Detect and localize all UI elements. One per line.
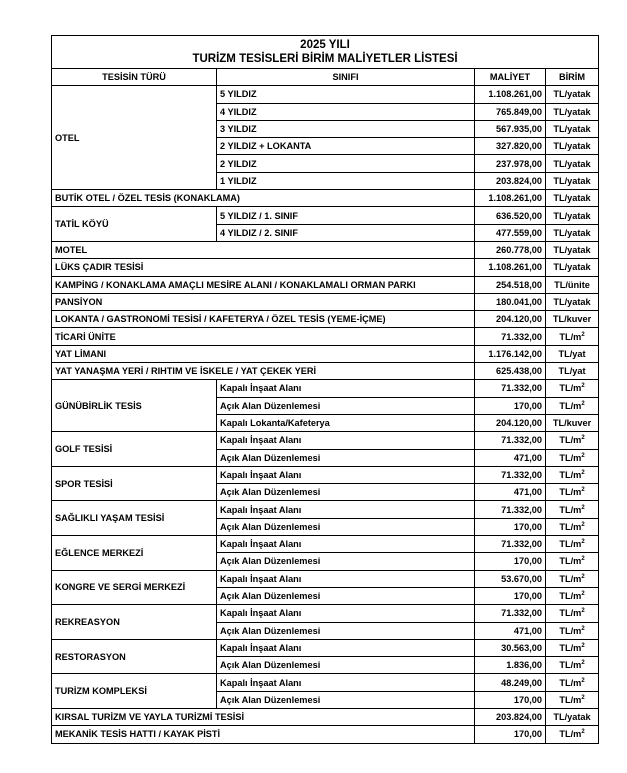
unit-text: TL/kuver [552,314,592,325]
unit-superscript: 2 [581,660,585,667]
cell-type: TİCARİ ÜNİTE [52,328,475,345]
unit-superscript: 2 [581,435,585,442]
cell-class: Kapalı İnşaat Alanı [217,570,475,587]
cell-unit [546,484,599,501]
cell-unit [546,311,599,328]
cell-cost: 636.520,00 [475,207,546,224]
cell-unit [546,328,599,345]
cell-unit [546,518,599,535]
unit-superscript: 2 [581,383,585,390]
cell-unit [546,605,599,622]
table-row [52,311,599,328]
cell-cost: 477.559,00 [475,224,546,241]
cell-class: Açık Alan Düzenlemesi [217,622,475,639]
cell-cost: 71.332,00 [475,501,546,518]
unit-text: TL/yatak [553,227,591,238]
unit-text: TL/m [559,608,582,619]
unit-text: TL/m [559,331,582,342]
cell-cost: 471,00 [475,622,546,639]
cell-unit [546,363,599,380]
unit-superscript: 2 [581,539,585,546]
unit-text: TL/m [559,591,582,602]
cell-class: 1 YILDIZ [217,172,475,189]
unit-superscript: 2 [581,677,585,684]
cell-cost: 203.824,00 [475,708,546,725]
cell-unit [546,691,599,708]
unit-text: TL/yatak [553,106,591,117]
unit-text: TL/m [559,694,582,705]
cell-unit [546,674,599,691]
cell-unit [546,536,599,553]
unit-text: TL/yatak [553,193,591,204]
cell-type: KAMPİNG / KONAKLAMA AMAÇLI MESİRE ALANI / KONAKLAMALI ORMAN PARKI [52,276,475,293]
cell-type: KIRSAL TURİZM VE YAYLA TURİZMİ TESİSİ [52,708,475,725]
cell-cost: 1.108.261,00 [475,190,546,207]
cell-cost: 71.332,00 [475,380,546,397]
cell-class: 4 YILDIZ [217,103,475,120]
cell-cost: 71.332,00 [475,328,546,345]
unit-text: TL/yatak [553,210,591,221]
table-row [52,380,599,397]
cell-unit [546,276,599,293]
unit-text: TL/m [559,660,582,671]
cell-cost: 170,00 [475,587,546,604]
cell-class: Açık Alan Düzenlemesi [217,553,475,570]
cell-unit [546,120,599,137]
cell-cost: 170,00 [475,691,546,708]
unit-superscript: 2 [581,729,585,736]
table-row [52,207,599,224]
unit-text: TL/m [559,400,582,411]
cell-cost: 260.778,00 [475,241,546,258]
cell-cost: 71.332,00 [475,466,546,483]
cell-type: RESTORASYON [52,639,217,674]
unit-text: TL/m [559,469,582,480]
cell-class: 2 YILDIZ [217,155,475,172]
unit-superscript: 2 [581,556,585,563]
cell-type: TATİL KÖYÜ [52,207,217,242]
cell-type: TURİZM KOMPLEKSİ [52,674,217,709]
unit-superscript: 2 [581,452,585,459]
cell-class: 3 YILDIZ [217,120,475,137]
cell-unit [546,449,599,466]
table-row [52,605,599,622]
cell-cost: 1.836,00 [475,657,546,674]
cell-cost: 170,00 [475,397,546,414]
cell-type: SAĞLIKLI YAŞAM TESİSİ [52,501,217,536]
cell-type: YAT LİMANI [52,345,475,362]
cell-type: YAT YANAŞMA YERİ / RIHTIM VE İSKELE / YAT ÇEKEK YERİ [52,363,475,380]
cell-unit [546,708,599,725]
cell-unit [546,103,599,120]
unit-text: TL/yatak [553,712,591,723]
unit-text: TL/yat [558,348,586,359]
table-title [52,36,599,69]
unit-text: TL/yatak [553,158,591,169]
unit-superscript: 2 [581,625,585,632]
cell-class: Açık Alan Düzenlemesi [217,449,475,466]
cell-class: Açık Alan Düzenlemesi [217,518,475,535]
cell-class: Kapalı İnşaat Alanı [217,536,475,553]
cell-type: MEKANİK TESİS HATTI / KAYAK PİSTİ [52,726,475,743]
cell-unit [546,380,599,397]
cell-class: Açık Alan Düzenlemesi [217,397,475,414]
table-row [52,363,599,380]
cell-cost: 471,00 [475,484,546,501]
table-row [52,466,599,483]
cell-type: PANSİYON [52,293,475,310]
cell-type: KONGRE VE SERGİ MERKEZİ [52,570,217,605]
cell-type: OTEL [52,86,217,190]
cell-type: BUTİK OTEL / ÖZEL TESİS (KONAKLAMA) [52,190,475,207]
cell-type: LOKANTA / GASTRONOMİ TESİSİ / KAFETERYA / ÖZEL TESİS (YEME-İÇME) [52,311,475,328]
cell-unit [546,224,599,241]
cell-type: LÜKS ÇADIR TESİSİ [52,259,475,276]
unit-text: TL/m [559,556,582,567]
cell-class: Kapalı İnşaat Alanı [217,605,475,622]
cell-class: Kapalı İnşaat Alanı [217,380,475,397]
cell-cost: 71.332,00 [475,536,546,553]
header-class: SINIFI [217,69,475,86]
cell-type: GÜNÜBİRLİK TESİS [52,380,217,432]
unit-text: TL/ünite [554,279,590,290]
table-row [52,190,599,207]
unit-text: TL/m [559,573,582,584]
cell-unit [546,293,599,310]
unit-superscript: 2 [581,694,585,701]
cell-unit [546,86,599,103]
cell-type: GOLF TESİSİ [52,432,217,467]
unit-text: TL/m [559,452,582,463]
unit-text: TL/m [559,504,582,515]
unit-superscript: 2 [581,521,585,528]
cell-unit [546,241,599,258]
unit-text: TL/yatak [553,262,591,273]
cell-unit [546,622,599,639]
cell-cost: 327.820,00 [475,138,546,155]
cell-class: Açık Alan Düzenlemesi [217,691,475,708]
cell-cost: 1.108.261,00 [475,86,546,103]
cell-class: Kapalı İnşaat Alanı [217,639,475,656]
cell-unit [546,587,599,604]
unit-text: TL/m [559,625,582,636]
unit-text: TL/m [559,487,582,498]
cell-class: Kapalı İnşaat Alanı [217,674,475,691]
cell-unit [546,432,599,449]
table-row [52,328,599,345]
cell-unit [546,553,599,570]
cell-class: 4 YILDIZ / 2. SINIF [217,224,475,241]
cell-cost: 203.824,00 [475,172,546,189]
header-unit: BİRİM [546,69,599,86]
cell-class: Kapalı İnşaat Alanı [217,466,475,483]
unit-text: TL/yat [558,366,586,377]
cell-cost: 471,00 [475,449,546,466]
title-line-1: 2025 YILI [300,39,350,51]
cell-cost: 1.108.261,00 [475,259,546,276]
cell-unit [546,570,599,587]
cell-cost: 180.041,00 [475,293,546,310]
cell-class: Kapalı İnşaat Alanı [217,501,475,518]
table-row [52,501,599,518]
unit-superscript: 2 [581,573,585,580]
unit-text: TL/m [559,729,582,740]
table-row [52,86,599,103]
cell-type: SPOR TESİSİ [52,466,217,501]
unit-text: TL/m [559,642,582,653]
cell-unit [546,726,599,743]
cell-type: MOTEL [52,241,475,258]
unit-superscript: 2 [581,608,585,615]
table-row [52,708,599,725]
cell-cost: 765.849,00 [475,103,546,120]
table-row [52,536,599,553]
table-row [52,241,599,258]
cell-cost: 237.978,00 [475,155,546,172]
table-row [52,726,599,743]
cell-unit [546,172,599,189]
cell-unit [546,397,599,414]
cell-unit [546,639,599,656]
table-row [52,674,599,691]
cell-unit [546,190,599,207]
cell-cost: 204.120,00 [475,311,546,328]
unit-text: TL/m [559,383,582,394]
cell-cost: 71.332,00 [475,432,546,449]
unit-superscript: 2 [581,469,585,476]
header-cost: MALİYET [475,69,546,86]
table-row [52,345,599,362]
unit-text: TL/yatak [553,124,591,135]
unit-text: TL/m [559,435,582,446]
cell-type: EĞLENCE MERKEZİ [52,536,217,571]
unit-text: TL/m [559,521,582,532]
header-type: TESİSİN TÜRÜ [52,69,217,86]
table-row [52,432,599,449]
cell-cost: 53.670,00 [475,570,546,587]
unit-text: TL/m [559,539,582,550]
unit-superscript: 2 [581,400,585,407]
title-line-2: TURİZM TESİSLERİ BİRİM MALİYETLER LİSTESİ [192,53,458,65]
unit-text: TL/yatak [553,175,591,186]
cell-cost: 254.518,00 [475,276,546,293]
unit-text: TL/yatak [553,89,591,100]
cell-cost: 170,00 [475,726,546,743]
cell-type: REKREASYON [52,605,217,640]
cell-class: Kapalı Lokanta/Kafeterya [217,414,475,431]
cell-unit [546,657,599,674]
cell-unit [546,207,599,224]
cell-unit [546,259,599,276]
unit-text: TL/yatak [553,245,591,256]
cell-class: Açık Alan Düzenlemesi [217,587,475,604]
table-row [52,276,599,293]
cell-cost: 625.438,00 [475,363,546,380]
cell-class: 5 YILDIZ [217,86,475,103]
table-row [52,639,599,656]
cell-class: 2 YILDIZ + LOKANTA [217,138,475,155]
cell-unit [546,466,599,483]
cell-cost: 1.176.142,00 [475,345,546,362]
unit-superscript: 2 [581,642,585,649]
cell-cost: 71.332,00 [475,605,546,622]
cell-cost: 170,00 [475,518,546,535]
cell-cost: 170,00 [475,553,546,570]
cell-class: Açık Alan Düzenlemesi [217,657,475,674]
table-row [52,570,599,587]
unit-superscript: 2 [581,504,585,511]
unit-text: TL/kuver [552,418,592,429]
cell-unit [546,345,599,362]
cell-class: 5 YILDIZ / 1. SINIF [217,207,475,224]
cell-unit [546,155,599,172]
unit-superscript: 2 [581,590,585,597]
table-row [52,293,599,310]
cell-cost: 204.120,00 [475,414,546,431]
cell-class: Kapalı İnşaat Alanı [217,432,475,449]
cell-class: Açık Alan Düzenlemesi [217,484,475,501]
cell-unit [546,501,599,518]
unit-text: TL/yatak [553,297,591,307]
unit-text: TL/yatak [553,141,591,152]
unit-superscript: 2 [581,331,585,338]
cell-cost: 48.249,00 [475,674,546,691]
cell-unit [546,138,599,155]
cost-table [51,35,599,744]
cell-unit [546,414,599,431]
unit-text: TL/m [559,677,582,688]
cell-cost: 567.935,00 [475,120,546,137]
table-row [52,259,599,276]
cell-cost: 30.563,00 [475,639,546,656]
unit-superscript: 2 [581,487,585,494]
